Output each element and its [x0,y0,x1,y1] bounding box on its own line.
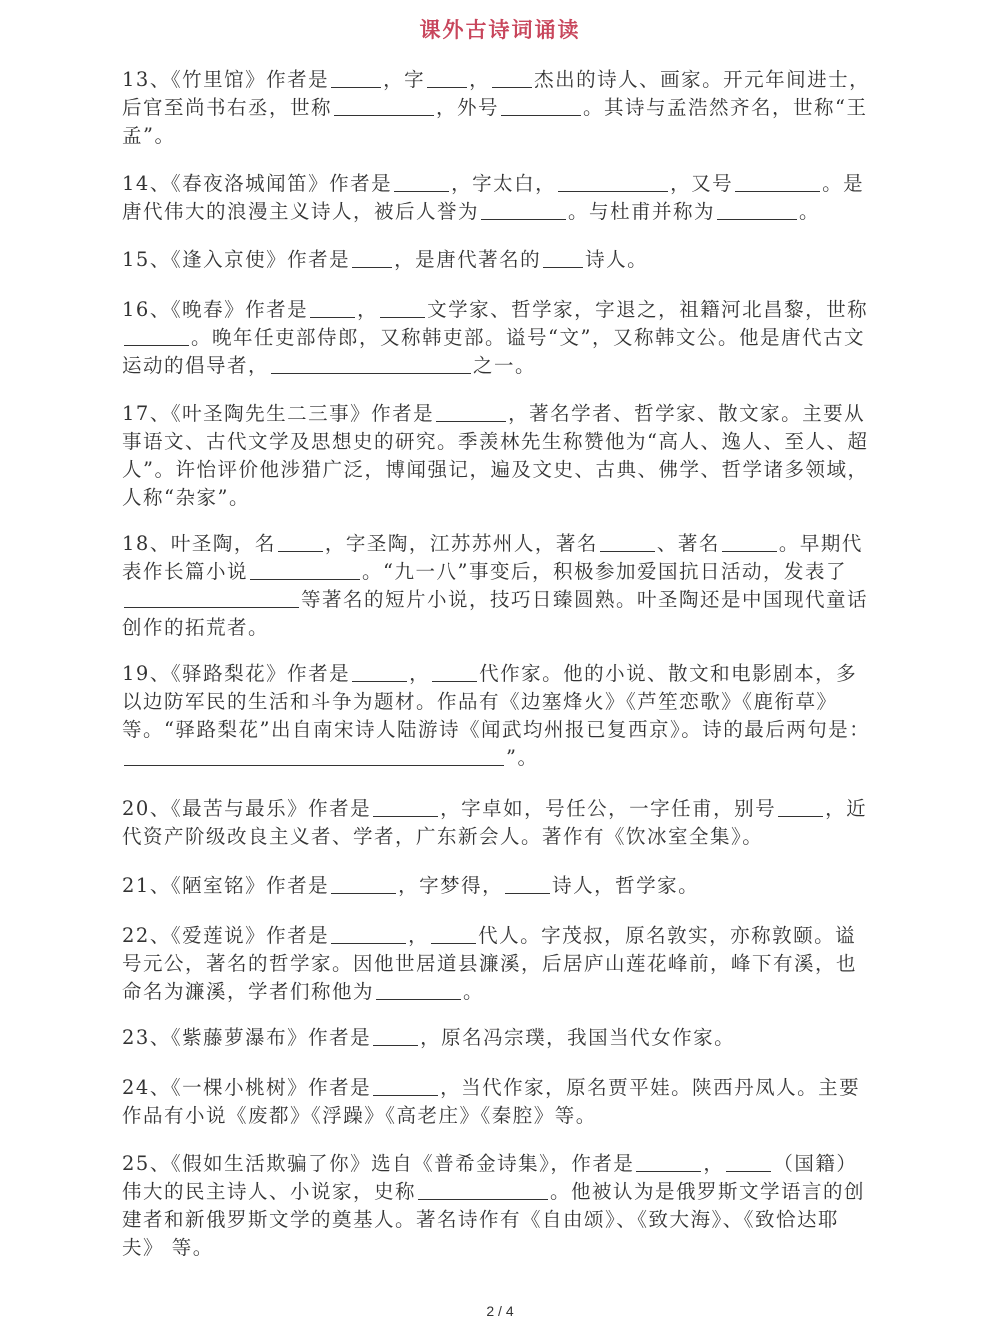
question-text: 、《逢入京使》作者是 [149,248,351,271]
question-text: 文学家、哲学家，字退之，祖籍河北昌黎，世称 [427,298,869,321]
answer-blank[interactable] [124,327,189,346]
question-text: ，外号 [436,96,500,119]
question-text: 、《驿路梨花》作者是 [149,662,351,685]
question-text: 、《爱莲说》作者是 [149,924,330,947]
question-text: 、《春夜洛城闻笛》作者是 [149,172,393,195]
question-text: ，字太白， [451,172,557,195]
answer-blank[interactable] [310,299,355,318]
question-text: 。 [463,980,485,1003]
question-text: ，著名学者、哲学家、散文家。主要从事语文、古代文学及思想史的研究。季羡林先生称赞他为“高人、逸人、至人、超人”。许怡评价他涉猎广泛，博闻强记，遍及文史、古典、佛学、哲学诸多领域，人称“杂家”。 [122,402,869,509]
answer-blank[interactable] [492,69,532,88]
question-text: ，字 [383,68,426,91]
question-text: 代人。字茂叔，原名敦实，亦称敦颐。谥号元公，著名的哲学家。因他世居道县濂溪，后居庐山莲花峰前，峰下有溪，也命名为濂溪，学者们称他为 [122,924,858,1003]
question-text: 。与杜甫并称为 [568,200,716,223]
question-text: 。“九一八”事变后，积极参加爱国抗日活动，发表了 [362,560,847,583]
answer-blank[interactable] [373,1077,438,1096]
question-20 [122,795,872,851]
answer-blank[interactable] [717,201,797,220]
question-text: 、《陋室铭》作者是 [149,874,330,897]
question-text: ”。 [506,746,539,769]
question-24 [122,1074,872,1130]
question-text: ，又号 [670,172,734,195]
question-text: 之一。 [473,354,537,377]
answer-blank[interactable] [543,249,583,268]
answer-blank[interactable] [334,97,434,116]
answer-blank[interactable] [427,69,467,88]
question-text: ，字卓如，号任公，一字任甫，别号 [440,797,777,820]
question-text: ，字圣陶，江苏苏州人，著名 [324,532,598,555]
question-number: 16 [122,298,150,321]
answer-blank[interactable] [373,798,438,817]
question-text: ， [409,662,431,685]
question-14 [122,170,872,226]
question-text: （国籍）伟大的民主诗人、小说家，史称 [122,1152,858,1203]
question-text: ，字梦得， [398,874,504,897]
question-number: 24 [122,1076,150,1099]
answer-blank[interactable] [331,925,406,944]
question-text: 、《竹里馆》作者是 [149,68,330,91]
question-text: 、著名 [656,532,720,555]
answer-blank[interactable] [352,663,407,682]
question-text: 。他被认为是俄罗斯文学语言的创建者和新俄罗斯文学的奠基人。著名诗作有《自由颂》、《致大海》、《致恰达耶夫》 等。 [122,1180,866,1259]
question-17 [122,400,872,512]
answer-blank[interactable] [505,875,550,894]
question-text: ，当代作家，原名贾平娃。陕西丹凤人。主要作品有小说《废都》《浮躁》《高老庄》《秦腔》等。 [122,1076,861,1127]
question-text: 、《紫藤萝瀑布》作者是 [149,1026,372,1049]
answer-blank[interactable] [394,173,449,192]
question-15 [122,246,872,274]
answer-blank[interactable] [558,173,668,192]
question-text: 。晚年任吏部侍郎，又称韩吏部。谥号“文”，又称韩文公。他是唐代古文运动的倡导者， [122,326,865,377]
question-25 [122,1150,872,1262]
question-text: 诗人，哲学家。 [552,874,700,897]
question-number: 19 [122,662,150,685]
question-text: ，近代资产阶级改良主义者、学者，广东新会人。著作有《饮冰室全集》。 [122,797,868,848]
answer-blank[interactable] [278,533,323,552]
answer-blank[interactable] [600,533,655,552]
question-text: 等著名的短片小说，技巧日臻圆熟。叶圣陶还是中国现代童话创作的拓荒者。 [122,588,869,639]
question-text: ， [408,924,430,947]
answer-blank[interactable] [501,97,581,116]
question-text: ， [703,1152,725,1175]
answer-blank[interactable] [436,403,506,422]
question-22 [122,922,872,1006]
answer-blank[interactable] [352,249,392,268]
question-text: 、叶圣陶，名 [149,532,276,555]
question-19 [122,660,872,772]
question-text: 。其诗与孟浩然齐名，世称“王孟”。 [122,96,868,147]
answer-blank[interactable] [431,925,476,944]
question-text: 。 [799,200,821,223]
question-text: ， [357,298,379,321]
question-number: 17 [122,402,150,425]
question-number: 14 [122,172,150,195]
question-16 [122,296,872,380]
question-13 [122,66,872,150]
answer-blank[interactable] [331,69,381,88]
page-number: 2 / 4 [486,1303,514,1319]
question-21 [122,872,872,900]
answer-blank[interactable] [636,1153,701,1172]
question-text: 、《晚春》作者是 [149,298,309,321]
answer-blank[interactable] [331,875,396,894]
question-text: 诗人。 [585,248,649,271]
answer-blank[interactable] [271,355,471,374]
question-text: 、《最苦与最乐》作者是 [149,797,372,820]
question-number: 13 [122,68,150,91]
question-text: ，原名冯宗璞，我国当代女作家。 [420,1026,736,1049]
question-18 [122,530,872,642]
question-text: 。是唐代伟大的浪漫主义诗人，被后人誉为 [122,172,865,223]
question-number: 20 [122,797,150,820]
answer-blank[interactable] [376,981,461,1000]
question-number: 22 [122,924,150,947]
answer-blank[interactable] [250,561,360,580]
question-number: 15 [122,248,150,271]
question-text: 。早期代表作长篇小说 [122,532,863,583]
answer-blank[interactable] [418,1181,548,1200]
answer-blank[interactable] [124,589,299,608]
question-text: 、《一棵小桃树》作者是 [149,1076,372,1099]
answer-blank[interactable] [432,663,477,682]
question-text: 、《假如生活欺骗了你》选自《普希金诗集》，作者是 [149,1152,635,1175]
question-number: 23 [122,1026,150,1049]
question-number: 21 [122,874,150,897]
question-number: 18 [122,532,150,555]
answer-blank[interactable] [778,798,823,817]
question-23 [122,1024,872,1052]
question-text: ，是唐代著名的 [394,248,542,271]
answer-blank[interactable] [735,173,820,192]
page-title: 课外古诗词诵读 [419,17,581,42]
answer-blank[interactable] [722,533,777,552]
answer-blank[interactable] [124,747,504,766]
question-text: 代作家。他的小说、散文和电影剧本，多以边防军民的生活和斗争为题材。作品有《边塞烽火》《芦笙恋歌》《鹿衔草》等。“驿路梨花”出自南宋诗人陆游诗《闻武均州报已复西京》。诗的最后两句是： [122,662,871,741]
question-text: 、《叶圣陶先生二三事》作者是 [149,402,435,425]
answer-blank[interactable] [726,1153,771,1172]
question-text: 杰出的诗人、画家。开元年间进士，后官至尚书右丞，世称 [122,68,871,119]
question-number: 25 [122,1152,150,1175]
question-text: ， [469,68,491,91]
answer-blank[interactable] [373,1027,418,1046]
answer-blank[interactable] [481,201,566,220]
answer-blank[interactable] [380,299,425,318]
